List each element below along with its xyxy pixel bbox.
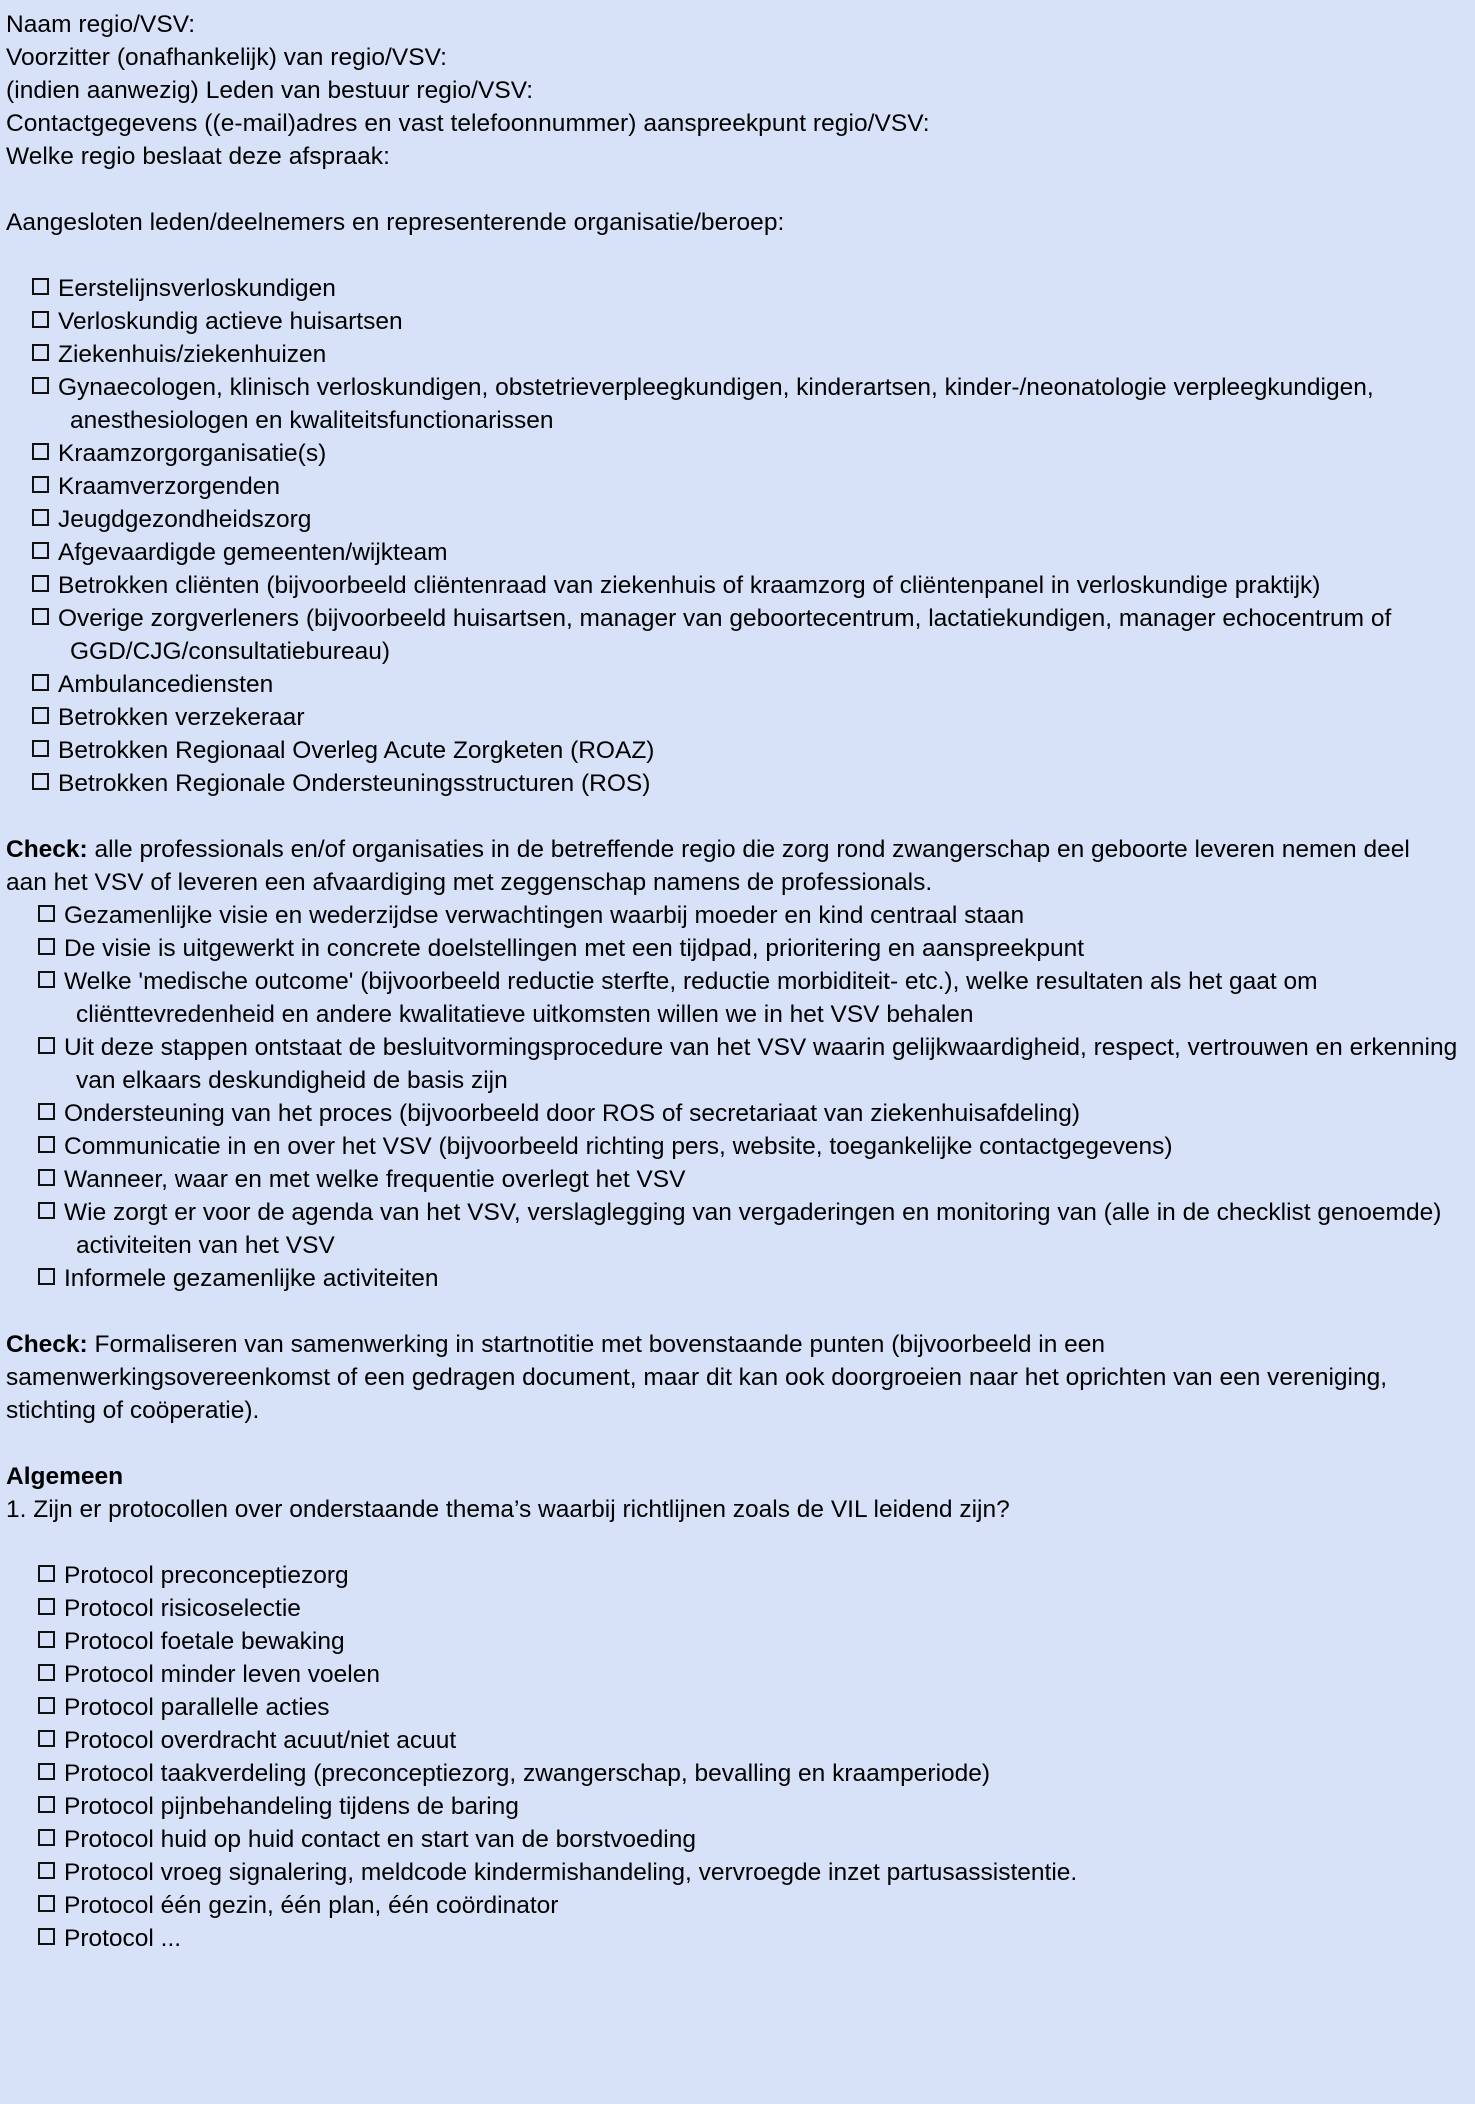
checkbox-icon[interactable] <box>38 905 55 922</box>
list-item-label: Protocol overdracht acuut/niet acuut <box>64 1727 457 1754</box>
list-item[interactable] <box>6 371 1465 437</box>
list-item[interactable] <box>6 1130 1465 1163</box>
checkbox-icon[interactable] <box>32 707 49 724</box>
checkbox-icon[interactable] <box>38 1895 55 1912</box>
list-item[interactable] <box>6 701 1465 734</box>
checkbox-icon[interactable] <box>32 575 49 592</box>
checkbox-icon[interactable] <box>38 1829 55 1846</box>
check-label: Check: <box>6 1331 88 1358</box>
list-item[interactable] <box>6 1559 1465 1592</box>
checkbox-icon[interactable] <box>38 1103 55 1120</box>
header-line-naam: Naam regio/VSV: <box>6 11 196 38</box>
list-item[interactable] <box>6 1625 1465 1658</box>
list-item[interactable] <box>6 1031 1465 1097</box>
list-item-label: Protocol één gezin, één plan, één coördinator <box>64 1892 559 1919</box>
list-item-label: Informele gezamenlijke activiteiten <box>64 1265 439 1292</box>
checkbox-icon[interactable] <box>32 344 49 361</box>
checkbox-icon[interactable] <box>38 1598 55 1615</box>
list-item-label: Gynaecologen, klinisch verloskundigen, obstetrieverpleegkundigen, kinderartsen, kinder-/neonatologie verpleegkundigen, anesthesiologen en kwaliteitsfunctionarissen <box>58 374 1374 434</box>
list-item[interactable] <box>6 536 1465 569</box>
list-item[interactable] <box>6 470 1465 503</box>
checkbox-icon[interactable] <box>38 1631 55 1648</box>
members-checklist <box>6 272 1465 800</box>
checkbox-icon[interactable] <box>32 740 49 757</box>
checkbox-icon[interactable] <box>38 1268 55 1285</box>
list-item[interactable] <box>6 965 1465 1031</box>
list-item-label: Protocol foetale bewaking <box>64 1628 345 1655</box>
list-item-label: Protocol taakverdeling (preconceptiezorg, zwangerschap, bevalling en kraamperiode) <box>64 1760 991 1787</box>
list-item-label: Jeugdgezondheidszorg <box>58 506 312 533</box>
list-item[interactable] <box>6 1823 1465 1856</box>
checkbox-icon[interactable] <box>38 1664 55 1681</box>
list-item-label: Wie zorgt er voor de agenda van het VSV, verslaglegging van vergaderingen en monitoring van (alle in de checklist genoemde) activiteiten van het VSV <box>64 1199 1442 1259</box>
checkbox-icon[interactable] <box>38 1136 55 1153</box>
protocol-checklist <box>6 1559 1465 1955</box>
list-item-label: Kraamverzorgenden <box>58 473 280 500</box>
checkbox-icon[interactable] <box>38 1730 55 1747</box>
check-text: Formaliseren van samenwerking in startnotitie met bovenstaande punten (bijvoorbeeld in een samenwerkingsovereenkomst of een gedragen document, maar dit kan ook doorgroeien naar het oprichten van een vereniging, stichting of coöperatie). <box>6 1331 1388 1424</box>
spacer <box>6 800 1465 833</box>
check-one-checklist <box>6 899 1465 1295</box>
check-text: alle professionals en/of organisaties in de betreffende regio die zorg rond zwangerschap en geboorte leveren nemen deel aan het VSV of leveren een afvaardiging met zeggenschap namens de professionals. <box>6 836 1410 896</box>
list-item[interactable] <box>6 1097 1465 1130</box>
list-item[interactable] <box>6 569 1465 602</box>
list-item-label: Protocol huid op huid contact en start van de borstvoeding <box>64 1826 696 1853</box>
check-paragraph-two <box>6 1328 1426 1427</box>
checkbox-icon[interactable] <box>38 1928 55 1945</box>
spacer <box>6 1295 1465 1328</box>
checkbox-icon[interactable] <box>38 1862 55 1879</box>
list-item[interactable] <box>6 1790 1465 1823</box>
checkbox-icon[interactable] <box>38 971 55 988</box>
checkbox-icon[interactable] <box>32 608 49 625</box>
header-line-voorzitter: Voorzitter (onafhankelijk) van regio/VSV: <box>6 44 448 71</box>
list-item-label: Overige zorgverleners (bijvoorbeeld huisartsen, manager van geboortecentrum, lactatiekundigen, manager echocentrum of GGD/CJG/consultatiebureau) <box>58 605 1392 665</box>
header-field-lines <box>6 8 1465 173</box>
checkbox-icon[interactable] <box>32 476 49 493</box>
checkbox-icon[interactable] <box>32 311 49 328</box>
section-title-algemeen: Algemeen <box>6 1463 124 1490</box>
spacer <box>6 239 1465 272</box>
list-item-label: Protocol minder leven voelen <box>64 1661 380 1688</box>
checkbox-icon[interactable] <box>38 1202 55 1219</box>
list-item-label: Betrokken Regionaal Overleg Acute Zorgketen (ROAZ) <box>58 737 655 764</box>
list-item[interactable] <box>6 503 1465 536</box>
list-item[interactable] <box>6 1262 1465 1295</box>
list-item-label: Afgevaardigde gemeenten/wijkteam <box>58 539 448 566</box>
checkbox-icon[interactable] <box>38 1565 55 1582</box>
list-item[interactable] <box>6 1889 1465 1922</box>
list-item-label: Ziekenhuis/ziekenhuizen <box>58 341 327 368</box>
list-item[interactable] <box>6 734 1465 767</box>
checkbox-icon[interactable] <box>32 542 49 559</box>
spacer <box>6 1526 1465 1559</box>
list-item[interactable] <box>6 1592 1465 1625</box>
list-item-label: Ambulancediensten <box>58 671 274 698</box>
spacer <box>6 173 1465 206</box>
list-item-label: Welke 'medische outcome' (bijvoorbeeld reductie sterfte, reductie morbiditeit- etc.), welke resultaten als het gaat om cliënttevredenheid en andere kwalitatieve uitkomsten willen we in het VSV behalen <box>64 968 1318 1028</box>
list-item-label: Betrokken cliënten (bijvoorbeeld cliëntenraad van ziekenhuis of kraamzorg of cliëntenpanel in verloskundige praktijk) <box>58 572 1321 599</box>
list-item[interactable] <box>6 767 1465 800</box>
list-item[interactable] <box>6 1658 1465 1691</box>
list-item-label: Uit deze stappen ontstaat de besluitvormingsprocedure van het VSV waarin gelijkwaardigheid, respect, vertrouwen en erkenning van elkaars deskundigheid de basis zijn <box>64 1034 1458 1094</box>
checkbox-icon[interactable] <box>38 938 55 955</box>
header-line-regio: Welke regio beslaat deze afspraak: <box>6 143 390 170</box>
list-item-label: De visie is uitgewerkt in concrete doelstellingen met een tijdpad, prioritering en aanspreekpunt <box>64 935 1085 962</box>
list-item-label: Kraamzorgorganisatie(s) <box>58 440 327 467</box>
checkbox-icon[interactable] <box>32 377 49 394</box>
checkbox-icon[interactable] <box>32 278 49 295</box>
members-intro: Aangesloten leden/deelnemers en representerende organisatie/beroep: <box>6 209 785 236</box>
checkbox-icon[interactable] <box>38 1697 55 1714</box>
list-item[interactable] <box>6 602 1465 668</box>
checkbox-icon[interactable] <box>32 674 49 691</box>
check-paragraph-one <box>6 833 1411 899</box>
header-line-bestuur: (indien aanwezig) Leden van bestuur regio/VSV: <box>6 77 534 104</box>
list-item-label: Ondersteuning van het proces (bijvoorbeeld door ROS of secretariaat van ziekenhuisafdeling) <box>64 1100 1080 1127</box>
checkbox-icon[interactable] <box>32 773 49 790</box>
list-item[interactable] <box>6 932 1465 965</box>
checkbox-icon[interactable] <box>38 1763 55 1780</box>
spacer <box>6 1427 1465 1460</box>
list-item-label: Verloskundig actieve huisartsen <box>58 308 403 335</box>
list-item-label: Communicatie in en over het VSV (bijvoorbeeld richting pers, website, toegankelijke contactgegevens) <box>64 1133 1173 1160</box>
list-item-label: Protocol parallelle acties <box>64 1694 330 1721</box>
list-item-label: Protocol pijnbehandeling tijdens de baring <box>64 1793 519 1820</box>
list-item[interactable] <box>6 1691 1465 1724</box>
list-item-label: Wanneer, waar en met welke frequentie overlegt het VSV <box>64 1166 686 1193</box>
checkbox-icon[interactable] <box>38 1037 55 1054</box>
list-item[interactable] <box>6 668 1465 701</box>
list-item-label: Protocol preconceptiezorg <box>64 1562 349 1589</box>
checkbox-icon[interactable] <box>32 443 49 460</box>
checkbox-icon[interactable] <box>32 509 49 526</box>
list-item-label: Betrokken verzekeraar <box>58 704 305 731</box>
check-label: Check: <box>6 836 88 863</box>
list-item[interactable] <box>6 1163 1465 1196</box>
list-item-label: Protocol vroeg signalering, meldcode kindermishandeling, vervroegde inzet partusassistentie. <box>64 1859 1078 1886</box>
list-item[interactable] <box>6 437 1465 470</box>
list-item[interactable] <box>6 1922 1465 1955</box>
question-one: 1. Zijn er protocollen over onderstaande thema’s waarbij richtlijnen zoals de VIL leidend zijn? <box>6 1496 1010 1523</box>
list-item-label: Gezamenlijke visie en wederzijdse verwachtingen waarbij moeder en kind centraal staan <box>64 902 1025 929</box>
list-item-label: Betrokken Regionale Ondersteuningsstructuren (ROS) <box>58 770 651 797</box>
list-item-label: Protocol risicoselectie <box>64 1595 301 1622</box>
list-item[interactable] <box>6 899 1465 932</box>
list-item-label: Eerstelijnsverloskundigen <box>58 275 336 302</box>
list-item[interactable] <box>6 305 1465 338</box>
list-item[interactable] <box>6 1856 1465 1889</box>
list-item[interactable] <box>6 1196 1465 1262</box>
list-item[interactable] <box>6 1757 1465 1790</box>
list-item[interactable] <box>6 338 1465 371</box>
list-item-label: Protocol ... <box>64 1925 182 1952</box>
list-item[interactable] <box>6 1724 1465 1757</box>
list-item[interactable] <box>6 272 1465 305</box>
checkbox-icon[interactable] <box>38 1169 55 1186</box>
checkbox-icon[interactable] <box>38 1796 55 1813</box>
header-line-contactgegevens: Contactgegevens ((e-mail)adres en vast telefoonnummer) aanspreekpunt regio/VSV: <box>6 110 930 137</box>
